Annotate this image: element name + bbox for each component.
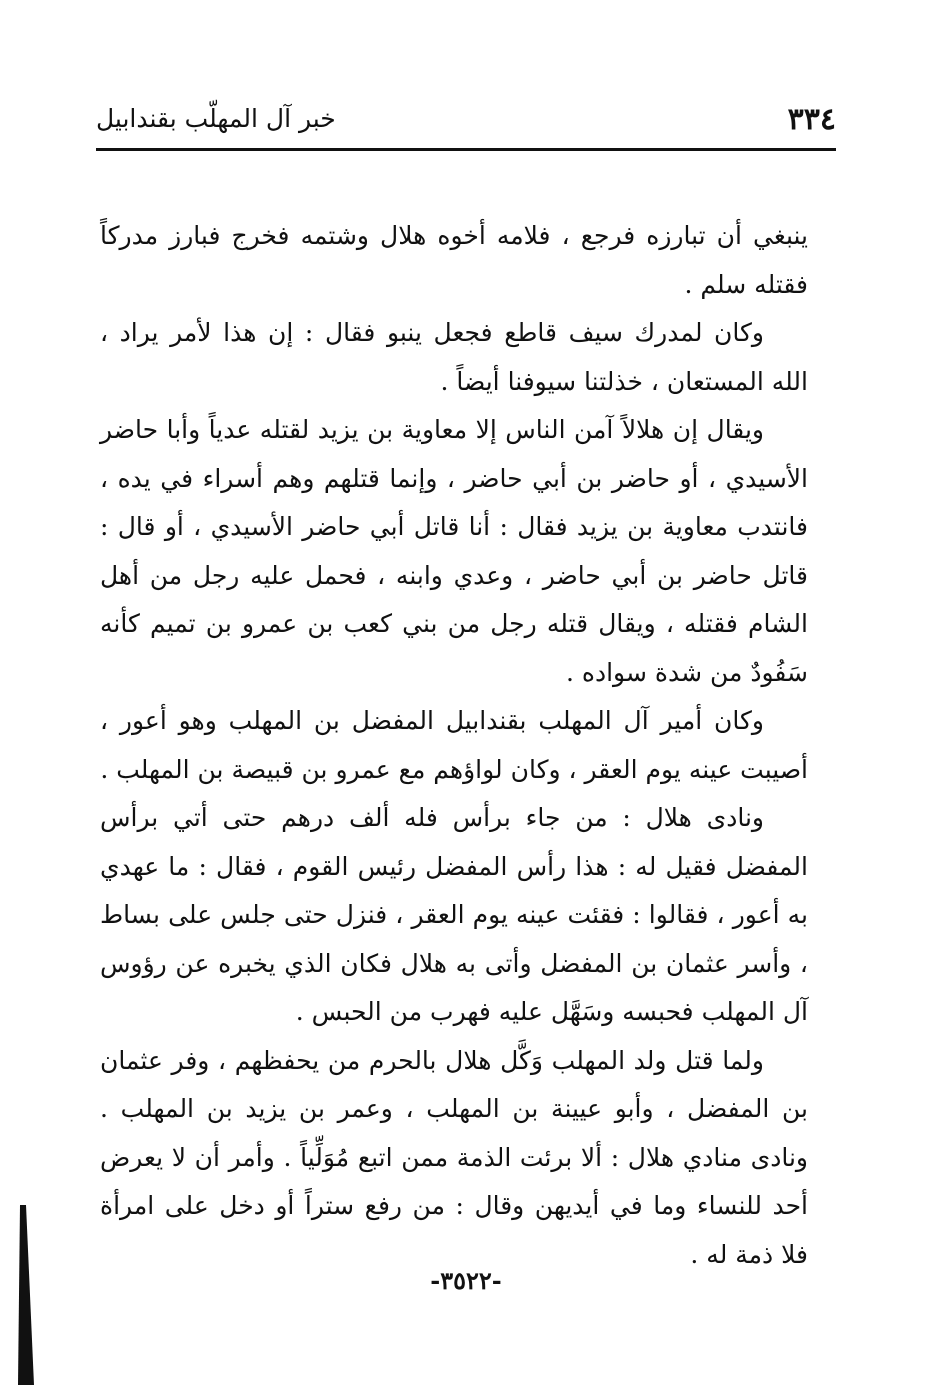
running-title: خبر آل المهلّب بقندابيل bbox=[96, 104, 336, 133]
footer-page-number: -٣٥٢٢- bbox=[430, 1266, 502, 1295]
body-text bbox=[100, 212, 808, 1279]
paragraph-1: ينبغي أن تبارزه فرجع ، فلامه أخوه هلال وشتمه فخرج فبارز مدركاً فقتله سلم . bbox=[100, 221, 808, 299]
paragraph-5: ونادى هلال : من جاء برأس فله ألف درهم حتى أتي برأس المفضل فقيل له : هذا رأس المفضل رئيس القوم ، فقال : ما عهدي به أعور ، فقالوا : فقئت عينه يوم العقر ، فنزل حتى جلس على بساط ، وأسر عثمان بن المفضل وأتى به هلال فكان الذي يخبره عن رؤوس آل المهلب فحبسه وسَهَّل عليه فهرب من الحبس . bbox=[100, 803, 808, 1026]
paragraph-4: وكان أمير آل المهلب بقندابيل المفضل بن المهلب وهو أعور ، أصيبت عينه يوم العقر ، وكان لواؤهم مع عمرو بن قبيصة بن المهلب . bbox=[100, 706, 808, 784]
scan-edge-mark bbox=[10, 1205, 38, 1385]
header-page-number: ٣٣٤ bbox=[787, 102, 836, 137]
paragraph-3: ويقال إن هلالاً آمن الناس إلا معاوية بن يزيد لقتله عدياً وأبا حاضر الأسيدي ، أو حاضر بن أبي حاضر ، وإنما قتلهم وهم أسراء في يده ، فانتدب معاوية بن يزيد فقال : أنا قاتل أبي حاضر الأسيدي ، أو قال : قاتل حاضر بن أبي حاضر ، وعدي وابنه ، فحمل عليه رجل من أهل الشام فقتله ، ويقال قتله رجل من بني كعب بن عمرو بن تميم كأنه سَفُودٌ من شدة سواده . bbox=[100, 415, 808, 687]
paragraph-2: وكان لمدرك سيف قاطع فجعل ينبو فقال : إن هذا لأمر يراد ، الله المستعان ، خذلتنا سيوفنا أيضاً . bbox=[100, 318, 808, 396]
page-header bbox=[96, 100, 836, 151]
paragraph-6: ولما قتل ولد المهلب وَكَّل هلال بالحرم من يحفظهم ، وفر عثمان بن المفضل ، وأبو عيينة بن المهلب ، وعمر بن يزيد بن المهلب . ونادى منادي هلال : ألا برئت الذمة ممن اتبع مُوَلِّياً . وأمر أن لا يعرض أحد للنساء وما في أيديهن وقال : من رفع ستراً أو دخل على امرأة فلا ذمة له . bbox=[100, 1045, 808, 1269]
